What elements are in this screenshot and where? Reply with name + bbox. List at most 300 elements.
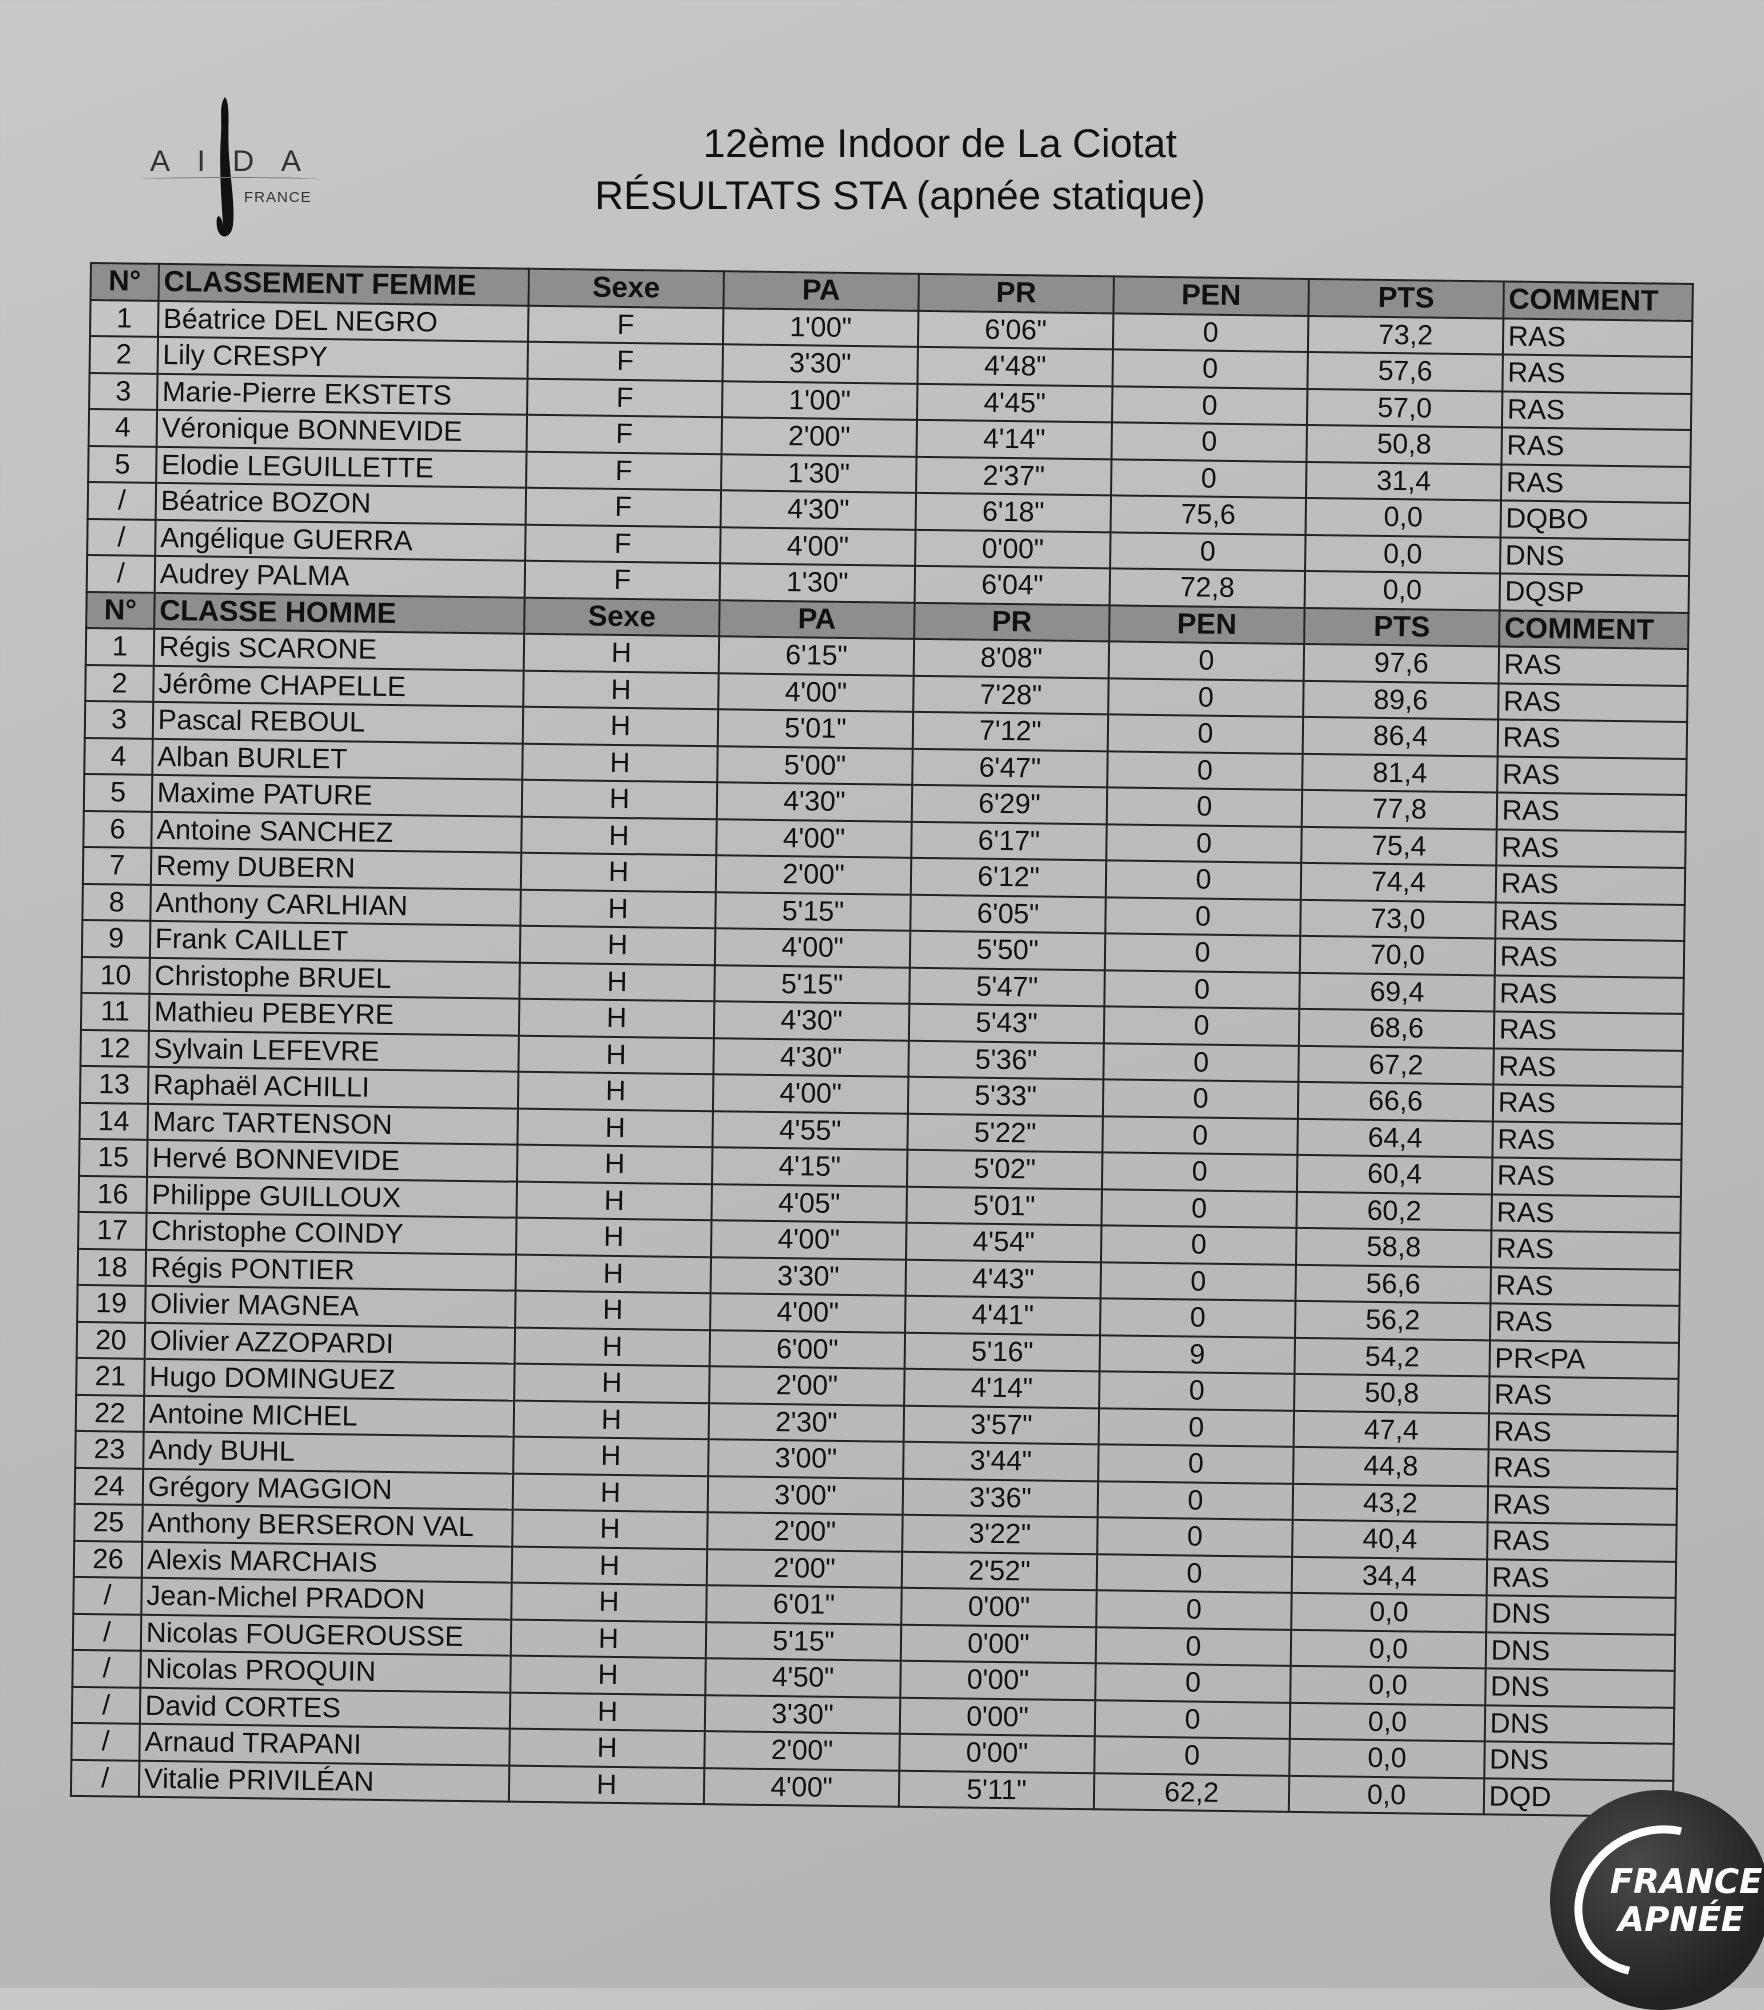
cell-pen: 0 bbox=[1101, 1189, 1296, 1228]
cell-pa: 4'55" bbox=[712, 1111, 907, 1150]
cell-name: Jean-Michel PRADON bbox=[141, 1578, 511, 1619]
cell-pr: 6'05" bbox=[910, 894, 1105, 933]
cell-sex: H bbox=[511, 1619, 706, 1658]
cell-sex: H bbox=[509, 1729, 704, 1768]
cell-pr: 4'45" bbox=[917, 383, 1112, 422]
cell-comment: RAS bbox=[1501, 427, 1690, 466]
cell-comment: RAS bbox=[1496, 829, 1685, 868]
cell-pr: 5'11" bbox=[899, 1770, 1094, 1809]
cell-sex: H bbox=[509, 1765, 704, 1804]
cell-comment: RAS bbox=[1491, 1230, 1680, 1269]
cell-rank: 22 bbox=[76, 1394, 144, 1431]
cell-pts: 64,4 bbox=[1297, 1118, 1492, 1157]
header-pa: PA bbox=[719, 600, 914, 639]
cell-rank: 23 bbox=[75, 1431, 143, 1468]
cell-pen: 0 bbox=[1106, 824, 1301, 863]
cell-pen: 0 bbox=[1097, 1554, 1292, 1593]
cell-name: Maxime PATURE bbox=[152, 775, 522, 816]
cell-pr: 4'43" bbox=[906, 1259, 1101, 1298]
cell-comment: RAS bbox=[1501, 464, 1690, 503]
cell-pa: 3'30" bbox=[711, 1257, 906, 1296]
cell-comment: RAS bbox=[1490, 1267, 1679, 1306]
cell-name: Arnaud TRAPANI bbox=[139, 1724, 509, 1765]
cell-pts: 70,0 bbox=[1300, 936, 1495, 975]
cell-pts: 0,0 bbox=[1306, 498, 1501, 537]
cell-rank: 26 bbox=[74, 1540, 142, 1577]
cell-sex: H bbox=[517, 1145, 712, 1184]
cell-name: Antoine SANCHEZ bbox=[151, 811, 521, 852]
cell-name: Régis SCARONE bbox=[154, 629, 524, 670]
cell-sex: H bbox=[510, 1656, 705, 1695]
cell-sex: H bbox=[512, 1510, 707, 1549]
cell-pr: 5'47" bbox=[909, 967, 1104, 1006]
header-rank: N° bbox=[86, 591, 154, 628]
header-pr: PR bbox=[914, 602, 1109, 641]
cell-name: Béatrice BOZON bbox=[156, 483, 526, 524]
cell-rank: 17 bbox=[78, 1212, 146, 1249]
cell-comment: RAS bbox=[1492, 1157, 1681, 1196]
cell-comment: RAS bbox=[1497, 792, 1686, 831]
header-pr: PR bbox=[918, 274, 1113, 313]
cell-name: Grégory MAGGION bbox=[143, 1468, 513, 1509]
cell-pts: 69,4 bbox=[1299, 972, 1494, 1011]
cell-pen: 0 bbox=[1099, 1408, 1294, 1447]
cell-pen: 0 bbox=[1111, 459, 1306, 498]
cell-pts: 60,4 bbox=[1297, 1155, 1492, 1194]
cell-pr: 5'43" bbox=[909, 1004, 1104, 1043]
cell-sex: F bbox=[526, 451, 721, 490]
cell-pts: 0,0 bbox=[1290, 1702, 1485, 1741]
cell-name: Sylvain LEFEVRE bbox=[148, 1030, 518, 1071]
cell-pts: 0,0 bbox=[1290, 1666, 1485, 1705]
cell-rank: 16 bbox=[79, 1175, 147, 1212]
cell-pr: 4'54" bbox=[906, 1223, 1101, 1262]
cell-pen: 0 bbox=[1103, 1043, 1298, 1082]
cell-pa: 5'00" bbox=[717, 746, 912, 785]
cell-pa: 2'00" bbox=[707, 1512, 902, 1551]
cell-name: Marie-Pierre EKSTETS bbox=[157, 373, 527, 414]
cell-pa: 6'01" bbox=[706, 1585, 901, 1624]
cell-sex: F bbox=[528, 342, 723, 381]
cell-name: Raphaël ACHILLI bbox=[148, 1067, 518, 1108]
cell-rank: 2 bbox=[90, 336, 158, 373]
cell-sex: H bbox=[510, 1692, 705, 1731]
cell-sex: H bbox=[517, 1108, 712, 1147]
cell-rank: / bbox=[87, 518, 155, 555]
cell-rank: 10 bbox=[81, 956, 149, 993]
cell-pen: 9 bbox=[1100, 1335, 1295, 1374]
cell-comment: DNS bbox=[1486, 1595, 1675, 1634]
cell-pen: 0 bbox=[1101, 1225, 1296, 1264]
cell-comment: DNS bbox=[1500, 537, 1689, 576]
cell-pr: 0'00" bbox=[901, 1624, 1096, 1663]
cell-name: Pascal REBOUL bbox=[153, 702, 523, 743]
cell-pr: 5'50" bbox=[910, 931, 1105, 970]
cell-pa: 4'00" bbox=[713, 1074, 908, 1113]
cell-pr: 3'22" bbox=[902, 1515, 1097, 1554]
cell-comment: RAS bbox=[1497, 756, 1686, 795]
cell-rank: 24 bbox=[75, 1467, 143, 1504]
cell-pen: 75,6 bbox=[1111, 495, 1306, 534]
cell-pa: 2'00" bbox=[704, 1731, 899, 1770]
cell-comment: RAS bbox=[1492, 1121, 1681, 1160]
cell-pts: 77,8 bbox=[1302, 790, 1497, 829]
cell-pa: 3'00" bbox=[708, 1439, 903, 1478]
cell-pr: 6'17" bbox=[911, 821, 1106, 860]
cell-rank: 14 bbox=[80, 1102, 148, 1139]
cell-comment: RAS bbox=[1493, 1048, 1682, 1087]
header-pen: PEN bbox=[1113, 276, 1308, 315]
cell-name: Marc TARTENSON bbox=[148, 1103, 518, 1144]
cell-rank: 15 bbox=[79, 1139, 147, 1176]
cell-name: Audrey PALMA bbox=[155, 556, 525, 597]
cell-pen: 0 bbox=[1102, 1116, 1297, 1155]
cell-sex: H bbox=[521, 816, 716, 855]
cell-pa: 2'00" bbox=[722, 417, 917, 456]
cell-pr: 5'01" bbox=[906, 1186, 1101, 1225]
header-pts: PTS bbox=[1304, 607, 1499, 646]
cell-rank: / bbox=[71, 1759, 139, 1796]
cell-pen: 0 bbox=[1108, 714, 1303, 753]
cell-comment: RAS bbox=[1489, 1413, 1678, 1452]
cell-pa: 4'30" bbox=[721, 490, 916, 529]
cell-pa: 4'30" bbox=[713, 1038, 908, 1077]
cell-pa: 2'30" bbox=[709, 1403, 904, 1442]
cell-rank: 8 bbox=[82, 883, 150, 920]
cell-sex: F bbox=[526, 488, 721, 527]
cell-pr: 4'41" bbox=[905, 1296, 1100, 1335]
cell-pen: 0 bbox=[1097, 1517, 1292, 1556]
cell-pr: 6'18" bbox=[916, 493, 1111, 532]
cell-pen: 0 bbox=[1103, 1079, 1298, 1118]
cell-pts: 66,6 bbox=[1298, 1082, 1493, 1121]
cell-pts: 47,4 bbox=[1294, 1410, 1489, 1449]
cell-sex: H bbox=[520, 889, 715, 928]
cell-sex: H bbox=[514, 1400, 709, 1439]
cell-pen: 0 bbox=[1108, 678, 1303, 717]
cell-name: Mathieu PEBEYRE bbox=[149, 994, 519, 1035]
cell-pts: 0,0 bbox=[1305, 571, 1500, 610]
cell-name: Nicolas PROQUIN bbox=[140, 1651, 510, 1692]
event-title: 12ème Indoor de La Ciotat bbox=[703, 122, 1177, 166]
cell-pa: 2'00" bbox=[716, 855, 911, 894]
cell-pts: 44,8 bbox=[1293, 1447, 1488, 1486]
cell-name: Jérôme CHAPELLE bbox=[153, 665, 523, 706]
cell-sex: H bbox=[524, 634, 719, 673]
cell-pts: 57,6 bbox=[1307, 352, 1502, 391]
cell-rank: 1 bbox=[90, 300, 158, 337]
cell-comment: PR<PA bbox=[1490, 1340, 1679, 1379]
cell-pa: 5'01" bbox=[718, 709, 913, 748]
cell-pr: 0'00" bbox=[915, 529, 1110, 568]
cell-rank: 5 bbox=[84, 774, 152, 811]
cell-rank: 12 bbox=[80, 1029, 148, 1066]
cell-rank: 5 bbox=[88, 445, 156, 482]
cell-comment: RAS bbox=[1488, 1449, 1677, 1488]
cell-name: Lily CRESPY bbox=[158, 337, 528, 378]
cell-pa: 4'00" bbox=[716, 819, 911, 858]
cell-pr: 6'29" bbox=[912, 785, 1107, 824]
cell-pts: 75,4 bbox=[1301, 826, 1496, 865]
cell-pts: 73,0 bbox=[1300, 899, 1495, 938]
cell-comment: RAS bbox=[1502, 355, 1691, 394]
cell-name: Hervé BONNEVIDE bbox=[147, 1140, 517, 1181]
cell-pts: 89,6 bbox=[1303, 680, 1498, 719]
cell-sex: H bbox=[518, 1072, 713, 1111]
cell-pen: 0 bbox=[1106, 860, 1301, 899]
cell-comment: RAS bbox=[1495, 902, 1684, 941]
cell-name: Olivier AZZOPARDI bbox=[145, 1322, 515, 1363]
cell-comment: RAS bbox=[1491, 1194, 1680, 1233]
cell-pa: 5'15" bbox=[706, 1622, 901, 1661]
cell-pa: 4'00" bbox=[711, 1220, 906, 1259]
cell-pr: 3'36" bbox=[903, 1478, 1098, 1517]
cell-pa: 6'00" bbox=[710, 1330, 905, 1369]
header-sex: Sexe bbox=[524, 597, 719, 636]
cell-pts: 86,4 bbox=[1303, 717, 1498, 756]
cell-rank: 25 bbox=[74, 1504, 142, 1541]
cell-sex: H bbox=[513, 1437, 708, 1476]
cell-pa: 4'00" bbox=[720, 527, 915, 566]
logo-letters: AIDA bbox=[150, 145, 329, 178]
results-title: RÉSULTATS STA (apnée statique) bbox=[594, 174, 1206, 218]
cell-sex: H bbox=[514, 1364, 709, 1403]
results-table bbox=[70, 262, 1694, 1818]
cell-sex: H bbox=[521, 853, 716, 892]
cell-pr: 6'06" bbox=[918, 310, 1113, 349]
cell-pa: 4'00" bbox=[710, 1293, 905, 1332]
cell-sex: H bbox=[516, 1218, 711, 1257]
cell-rank: / bbox=[87, 555, 155, 592]
cell-pen: 0 bbox=[1098, 1481, 1293, 1520]
cell-pts: 50,8 bbox=[1306, 425, 1501, 464]
cell-pr: 5'33" bbox=[908, 1077, 1103, 1116]
cell-sex: H bbox=[519, 999, 714, 1038]
cell-pa: 5'15" bbox=[714, 965, 909, 1004]
cell-sex: H bbox=[515, 1327, 710, 1366]
cell-pr: 2'37" bbox=[916, 456, 1111, 495]
cell-pen: 0 bbox=[1112, 422, 1307, 461]
cell-pa: 2'00" bbox=[709, 1366, 904, 1405]
cell-comment: DNS bbox=[1484, 1741, 1673, 1780]
cell-sex: F bbox=[527, 415, 722, 454]
cell-sex: F bbox=[525, 561, 720, 600]
cell-pr: 0'00" bbox=[900, 1697, 1095, 1736]
cell-rank: / bbox=[72, 1650, 140, 1687]
cell-pr: 6'04" bbox=[915, 566, 1110, 605]
cell-rank: 7 bbox=[83, 847, 151, 884]
cell-pts: 74,4 bbox=[1301, 863, 1496, 902]
cell-pts: 0,0 bbox=[1291, 1593, 1486, 1632]
cell-name: Régis PONTIER bbox=[146, 1249, 516, 1290]
cell-pen: 0 bbox=[1105, 933, 1300, 972]
cell-pen: 72,8 bbox=[1110, 568, 1305, 607]
cell-name: Nicolas FOUGEROUSSE bbox=[141, 1614, 511, 1655]
cell-pen: 0 bbox=[1094, 1736, 1289, 1775]
cell-sex: H bbox=[513, 1473, 708, 1512]
cell-name: Frank CAILLET bbox=[150, 921, 520, 962]
cell-name: Vitalie PRIVILÉAN bbox=[139, 1760, 509, 1801]
cell-pts: 0,0 bbox=[1289, 1775, 1484, 1814]
cell-pr: 6'12" bbox=[911, 858, 1106, 897]
cell-comment: RAS bbox=[1503, 318, 1692, 357]
cell-name: Alexis MARCHAIS bbox=[142, 1541, 512, 1582]
cell-comment: DNS bbox=[1485, 1668, 1674, 1707]
cell-comment: RAS bbox=[1487, 1559, 1676, 1598]
cell-name: Anthony BERSERON VAL bbox=[142, 1505, 512, 1546]
cell-pr: 3'44" bbox=[903, 1442, 1098, 1481]
cell-pr: 2'52" bbox=[902, 1551, 1097, 1590]
cell-name: Elodie LEGUILLETTE bbox=[156, 446, 526, 487]
cell-pts: 0,0 bbox=[1289, 1739, 1484, 1778]
cell-sex: F bbox=[527, 378, 722, 417]
cell-rank: / bbox=[88, 482, 156, 519]
cell-pts: 73,2 bbox=[1308, 315, 1503, 354]
cell-name: Véronique BONNEVIDE bbox=[157, 410, 527, 451]
cell-pr: 4'14" bbox=[917, 420, 1112, 459]
cell-sex: H bbox=[523, 707, 718, 746]
logo-sub: FRANCE bbox=[244, 189, 312, 206]
cell-sex: H bbox=[515, 1291, 710, 1330]
cell-pr: 5'02" bbox=[907, 1150, 1102, 1189]
cell-pen: 0 bbox=[1102, 1152, 1297, 1191]
cell-comment: RAS bbox=[1498, 719, 1687, 758]
cell-pa: 6'15" bbox=[719, 636, 914, 675]
header-name: CLASSEMENT FEMME bbox=[159, 264, 529, 305]
cell-name: Andy BUHL bbox=[143, 1432, 513, 1473]
cell-rank: 2 bbox=[85, 664, 153, 701]
cell-pr: 0'00" bbox=[900, 1661, 1095, 1700]
cell-pen: 0 bbox=[1113, 313, 1308, 352]
cell-pen: 0 bbox=[1112, 349, 1307, 388]
cell-sex: H bbox=[512, 1546, 707, 1585]
cell-pa: 4'00" bbox=[704, 1768, 899, 1807]
cell-rank: 3 bbox=[89, 373, 157, 410]
cell-pen: 0 bbox=[1099, 1371, 1294, 1410]
cell-pts: 40,4 bbox=[1292, 1520, 1487, 1559]
cell-pr: 5'16" bbox=[905, 1332, 1100, 1371]
cell-rank: 4 bbox=[89, 409, 157, 446]
cell-pr: 7'28" bbox=[913, 675, 1108, 714]
cell-pts: 60,2 bbox=[1296, 1191, 1491, 1230]
cell-comment: RAS bbox=[1494, 1011, 1683, 1050]
header-name: CLASSE HOMME bbox=[154, 592, 524, 633]
watermark-line2: APNÉE bbox=[1618, 1900, 1745, 1940]
cell-pr: 7'12" bbox=[913, 712, 1108, 751]
cell-sex: H bbox=[511, 1583, 706, 1622]
cell-comment: RAS bbox=[1502, 391, 1691, 430]
watermark-line1: FRANCE bbox=[1610, 1862, 1763, 1902]
cell-pa: 3'00" bbox=[708, 1476, 903, 1515]
cell-pts: 34,4 bbox=[1292, 1556, 1487, 1595]
cell-name: Philippe GUILLOUX bbox=[147, 1176, 517, 1217]
cell-pr: 0'00" bbox=[899, 1734, 1094, 1773]
cell-rank: / bbox=[73, 1613, 141, 1650]
cell-comment: RAS bbox=[1494, 975, 1683, 1014]
cell-pa: 4'00" bbox=[718, 673, 913, 712]
cell-pr: 5'22" bbox=[907, 1113, 1102, 1152]
cell-name: Christophe COINDY bbox=[146, 1213, 516, 1254]
cell-pr: 5'36" bbox=[908, 1040, 1103, 1079]
cell-pen: 0 bbox=[1096, 1590, 1291, 1629]
cell-sex: H bbox=[520, 926, 715, 965]
cell-comment: RAS bbox=[1489, 1376, 1678, 1415]
cell-name: Anthony CARLHIAN bbox=[150, 884, 520, 925]
cell-pr: 3'57" bbox=[904, 1405, 1099, 1444]
cell-pen: 0 bbox=[1095, 1700, 1290, 1739]
cell-pen: 0 bbox=[1105, 897, 1300, 936]
cell-pts: 56,6 bbox=[1296, 1264, 1491, 1303]
cell-pen: 0 bbox=[1104, 1006, 1299, 1045]
cell-pa: 3'30" bbox=[705, 1695, 900, 1734]
cell-pa: 1'00" bbox=[723, 308, 918, 347]
cell-comment: RAS bbox=[1490, 1303, 1679, 1342]
header-pen: PEN bbox=[1109, 605, 1304, 644]
cell-pr: 8'08" bbox=[914, 639, 1109, 678]
cell-comment: RAS bbox=[1495, 938, 1684, 977]
cell-pen: 0 bbox=[1098, 1444, 1293, 1483]
cell-comment: RAS bbox=[1493, 1084, 1682, 1123]
cell-comment: RAS bbox=[1488, 1486, 1677, 1525]
cell-rank: 21 bbox=[76, 1358, 144, 1395]
cell-comment: DQSP bbox=[1500, 573, 1689, 612]
france-apnee-watermark bbox=[1550, 1790, 1764, 2010]
cell-pen: 0 bbox=[1100, 1298, 1295, 1337]
header-comment: COMMENT bbox=[1503, 282, 1692, 321]
cell-pts: 58,8 bbox=[1296, 1228, 1491, 1267]
cell-pr: 4'48" bbox=[917, 347, 1112, 386]
cell-sex: H bbox=[519, 962, 714, 1001]
cell-pts: 81,4 bbox=[1302, 753, 1497, 792]
cell-rank: / bbox=[72, 1686, 140, 1723]
header-comment: COMMENT bbox=[1499, 610, 1688, 649]
cell-name: David CORTES bbox=[140, 1687, 510, 1728]
cell-rank: / bbox=[71, 1723, 139, 1760]
cell-pts: 68,6 bbox=[1299, 1009, 1494, 1048]
cell-sex: H bbox=[516, 1254, 711, 1293]
cell-rank: 4 bbox=[84, 737, 152, 774]
cell-pts: 54,2 bbox=[1295, 1337, 1490, 1376]
cell-rank: / bbox=[73, 1577, 141, 1614]
cell-name: Béatrice DEL NEGRO bbox=[158, 300, 528, 341]
cell-pa: 4'50" bbox=[705, 1658, 900, 1697]
cell-pa: 4'00" bbox=[715, 928, 910, 967]
cell-pen: 0 bbox=[1104, 970, 1299, 1009]
cell-pen: 0 bbox=[1107, 751, 1302, 790]
cell-pr: 0'00" bbox=[901, 1588, 1096, 1627]
cell-sex: F bbox=[525, 524, 720, 563]
cell-comment: RAS bbox=[1496, 865, 1685, 904]
cell-sex: H bbox=[522, 743, 717, 782]
cell-sex: H bbox=[522, 780, 717, 819]
cell-name: Olivier MAGNEA bbox=[145, 1286, 515, 1327]
cell-comment: RAS bbox=[1499, 646, 1688, 685]
header-rank: N° bbox=[91, 263, 159, 300]
cell-pts: 67,2 bbox=[1298, 1045, 1493, 1084]
cell-comment: RAS bbox=[1487, 1522, 1676, 1561]
cell-name: Hugo DOMINGUEZ bbox=[144, 1359, 514, 1400]
cell-comment: RAS bbox=[1498, 683, 1687, 722]
logo-swoosh bbox=[140, 177, 320, 182]
cell-pts: 31,4 bbox=[1306, 461, 1501, 500]
cell-pa: 4'30" bbox=[717, 782, 912, 821]
cell-pts: 50,8 bbox=[1294, 1374, 1489, 1413]
cell-rank: 11 bbox=[81, 993, 149, 1030]
cell-name: Angélique GUERRA bbox=[155, 519, 525, 560]
cell-pa: 4'15" bbox=[712, 1147, 907, 1186]
cell-name: Remy DUBERN bbox=[151, 848, 521, 889]
cell-pr: 4'14" bbox=[904, 1369, 1099, 1408]
